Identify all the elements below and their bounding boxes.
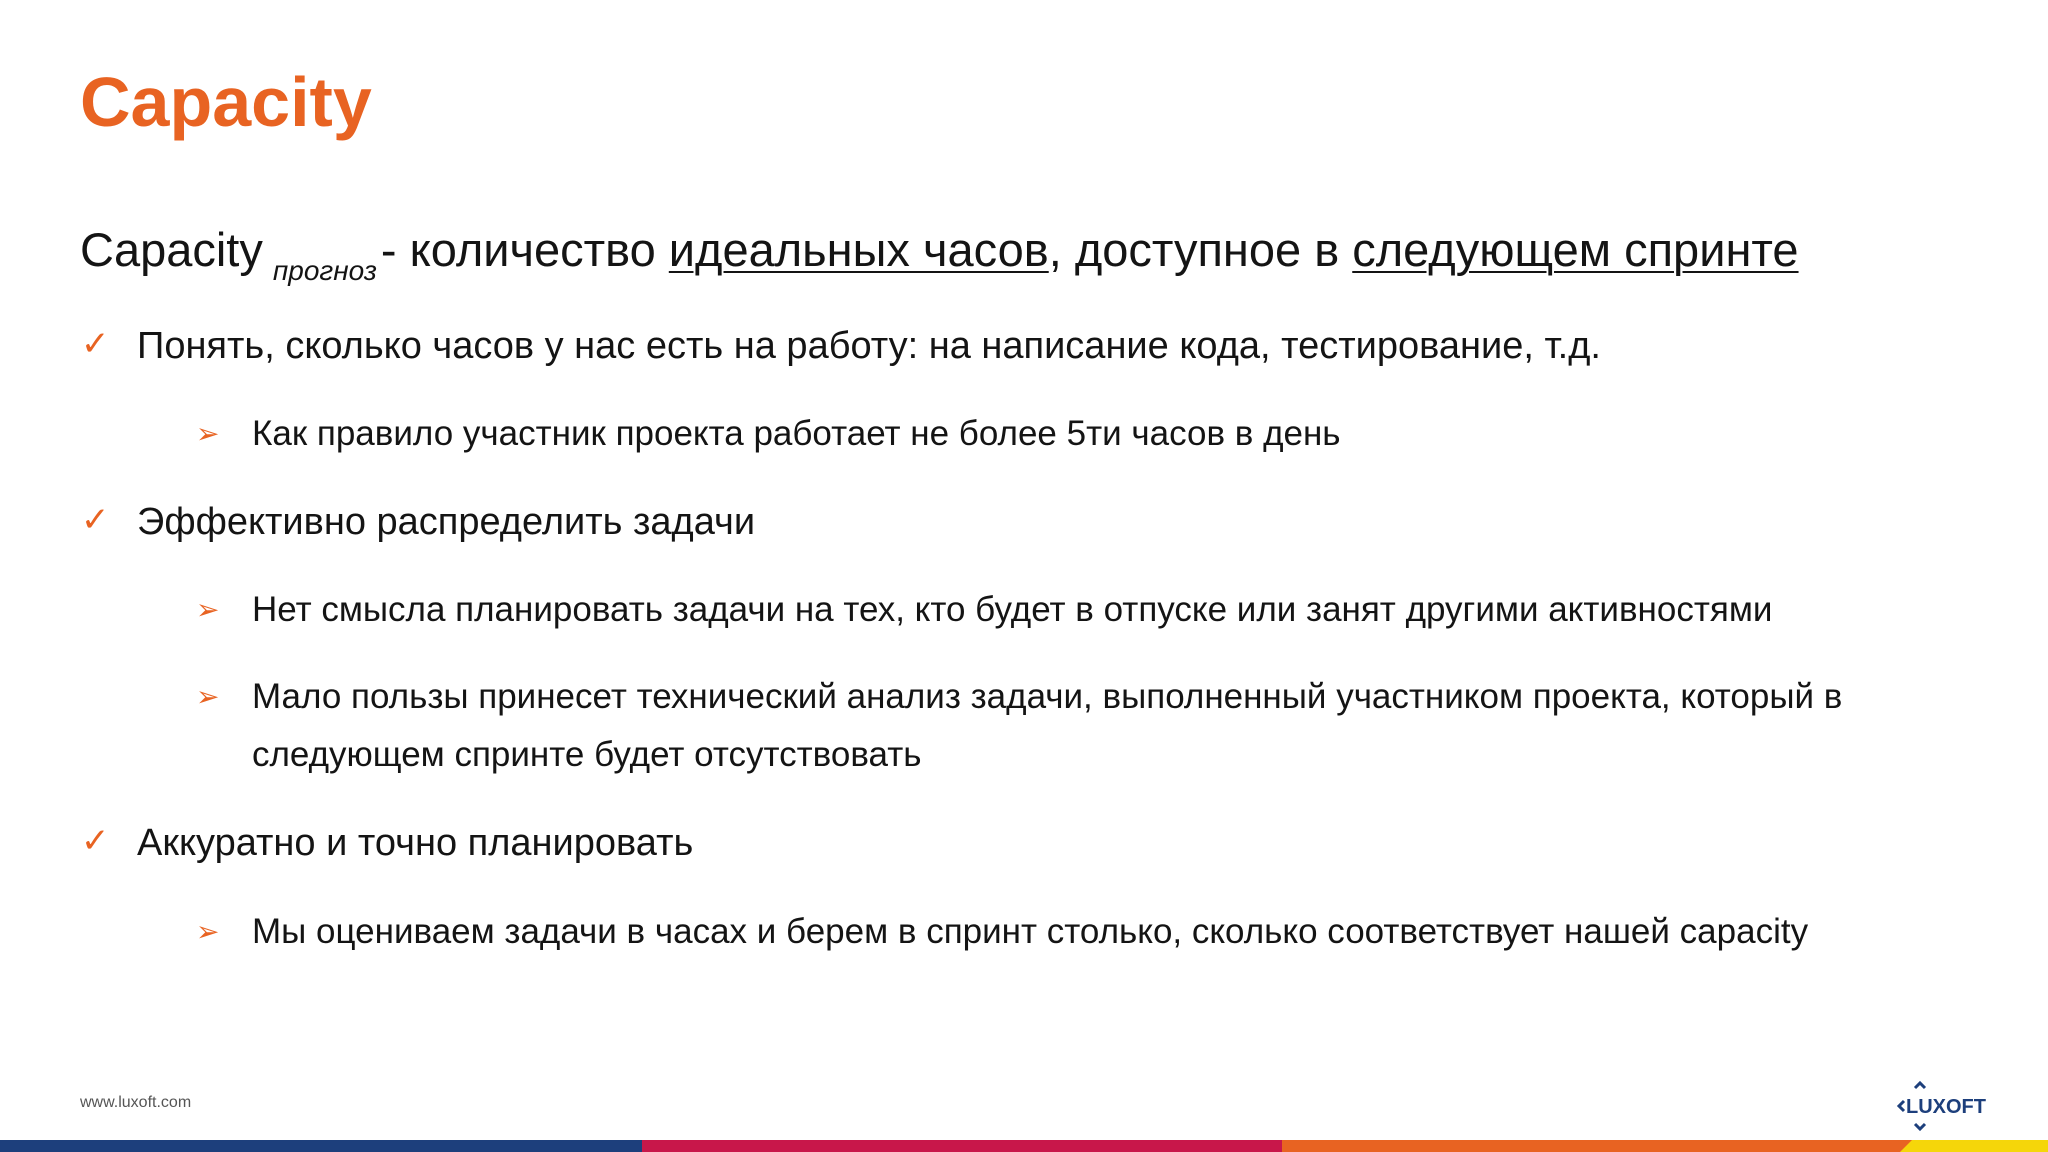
subbullet-vacation bbox=[196, 582, 1773, 638]
footer-stripe-blue bbox=[0, 1140, 642, 1152]
subbullet-text: Нет смысла планировать задачи на тех, кто будет в отпуске или занят другими активностями bbox=[252, 590, 1773, 629]
capacity-definition bbox=[80, 222, 1799, 286]
arrow-bullet-icon: ➢ bbox=[196, 916, 220, 947]
definition-subscript: прогноз bbox=[272, 255, 377, 286]
luxoft-logo bbox=[1896, 1078, 1998, 1134]
subbullet-technical-analysis bbox=[196, 668, 1952, 784]
footer-stripe-red bbox=[642, 1140, 1282, 1152]
definition-dash: - количество bbox=[380, 223, 656, 276]
bullet-understand-hours bbox=[81, 318, 1601, 374]
subbullet-estimate-hours bbox=[196, 904, 1809, 960]
bullet-distribute-tasks bbox=[81, 494, 756, 550]
definition-term: Capacity bbox=[80, 223, 263, 276]
arrow-bullet-icon: ➢ bbox=[196, 594, 220, 625]
checkmark-icon: ✓ bbox=[81, 822, 110, 860]
definition-middle: , доступное в bbox=[1048, 223, 1340, 276]
bullet-text: Эффективно распределить задачи bbox=[137, 501, 756, 543]
logo-text: LUXOFT bbox=[1906, 1096, 1986, 1118]
checkmark-icon: ✓ bbox=[81, 325, 110, 363]
checkmark-icon: ✓ bbox=[81, 501, 110, 539]
definition-underlined-sprint: следующем спринте bbox=[1352, 223, 1799, 276]
bullet-plan-accurately bbox=[81, 815, 694, 871]
footer-url: www.luxoft.com bbox=[80, 1094, 192, 1111]
arrow-bullet-icon: ➢ bbox=[196, 418, 220, 449]
bullet-text: Понять, сколько часов у нас есть на работу: на написание кода, тестирование, т.д. bbox=[137, 325, 1601, 367]
subbullet-text: Как правило участник проекта работает не более 5ти часов в день bbox=[252, 414, 1341, 453]
definition-underlined-hours: идеальных часов bbox=[668, 223, 1049, 276]
slide-title: Capacity bbox=[80, 63, 372, 141]
arrow-bullet-icon: ➢ bbox=[196, 681, 220, 712]
footer-stripe-orange bbox=[1282, 1140, 1912, 1152]
bullet-text: Аккуратно и точно планировать bbox=[137, 822, 694, 864]
footer-stripe-yellow bbox=[1900, 1140, 2048, 1152]
subbullet-five-hours bbox=[196, 406, 1341, 462]
subbullet-text: Мало пользы принесет технический анализ задачи, выполненный участником проекта, который в следующем спринте будет отсутствовать bbox=[252, 677, 1843, 774]
subbullet-text: Мы оцениваем задачи в часах и берем в спринт столько, сколько соответствует нашей capacity bbox=[252, 912, 1809, 951]
